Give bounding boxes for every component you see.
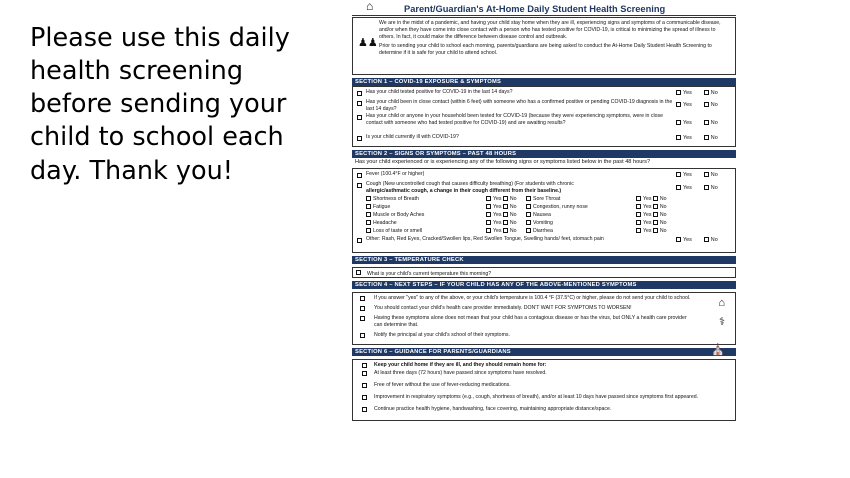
message-line: health screening (30, 56, 244, 87)
guidance-item: At least three days (72 hours) have passed since symptoms have resolved. (356, 370, 732, 377)
intro-text-2: Prior to sending your child to school each morning, parents/guardians are being asked to conduct the At-Home Daily Student Health Screening to determine if it is safe for your child to attend school. (379, 43, 712, 57)
question-row: Has your child been in close contact (within 6 feet) with someone who has a confirmed positive or pending COVID-19 diagnosis in the last 14 days? Yes No (356, 99, 732, 113)
yes-no: Yes No (676, 102, 730, 109)
yes-checkbox[interactable] (676, 102, 681, 107)
question-row: Has your child or anyone in your household been tested for COVID-19 (because they were experiencing symptoms, were in close contact with someone who had tested positive for COVID-19) and are awaiting results? Yes No (356, 113, 732, 134)
next-step-item: If you answer "yes" to any of the above, or your child's temperature is 100.4 °F (37.5°C) or higher, please do not send your child to school. (356, 295, 695, 302)
form-header (352, 0, 736, 16)
temperature-question: What is your child's current temperature this morning? (367, 270, 492, 277)
no-checkbox[interactable] (704, 135, 709, 140)
yes-no: Yes No (676, 135, 730, 142)
section-1 (352, 86, 736, 147)
no-checkbox[interactable] (704, 237, 709, 242)
yes-checkbox[interactable] (676, 120, 681, 125)
checkbox[interactable] (362, 371, 367, 376)
message-line: Please use this daily (30, 23, 290, 53)
checkbox[interactable] (366, 196, 371, 201)
section-6-header: SECTION 6 – GUIDANCE FOR PARENTS/GUARDIANS (352, 348, 736, 356)
yes-no: Yes No (676, 120, 730, 127)
symptom-row: Other: Rash, Red Eyes, Cracked/Swollen lips, Red Swollen Tongue, Swelling hands/ feet, stomach pain Yes No (356, 236, 732, 250)
no-checkbox[interactable] (653, 228, 658, 233)
no-checkbox[interactable] (503, 220, 508, 225)
section-4-header: SECTION 4 – NEXT STEPS – IF YOUR CHILD HAS ANY OF THE ABOVE-MENTIONED SYMPTOMS (352, 281, 736, 289)
checkbox[interactable] (356, 270, 361, 275)
section-2-header: SECTION 2 – SIGNS OR SYMPTOMS – PAST 48 HOURS (352, 150, 736, 158)
yes-checkbox[interactable] (636, 228, 641, 233)
screening-message (30, 22, 330, 188)
no-checkbox[interactable] (704, 185, 709, 190)
form-title: Parent/Guardian's At-Home Daily Student Health Screening (404, 4, 666, 14)
next-step-item: Notify the principal at your child's school of their symptoms. (356, 332, 695, 339)
school-icon: ⛪ (711, 343, 725, 356)
stethoscope-icon: ⚕ (719, 315, 725, 328)
no-checkbox[interactable] (653, 212, 658, 217)
guidance-item: Free of fever without the use of fever-reducing medications. (356, 382, 732, 389)
checkbox[interactable] (357, 101, 362, 106)
symptom-grid: Shortness of Breath Yes No Sore Throat Yes No Fatigue Yes No Congestion, runny nose Yes No Muscle or Body Aches Yes No Nausea Yes No Headache Yes No Vomiting Yes No Loss of taste or smell Yes No Diarrhea Yes No (356, 196, 732, 236)
yes-checkbox[interactable] (636, 196, 641, 201)
yes-checkbox[interactable] (486, 212, 491, 217)
home-icon: ⌂ (718, 296, 725, 309)
yes-checkbox[interactable] (676, 90, 681, 95)
no-checkbox[interactable] (653, 196, 658, 201)
no-checkbox[interactable] (503, 196, 508, 201)
checkbox[interactable] (526, 204, 531, 209)
question-row: Is your child currently ill with COVID-19? Yes No (356, 134, 732, 144)
no-checkbox[interactable] (653, 204, 658, 209)
checkbox[interactable] (360, 296, 365, 301)
checkbox[interactable] (357, 91, 362, 96)
no-checkbox[interactable] (704, 172, 709, 177)
checkbox[interactable] (366, 204, 371, 209)
checkbox[interactable] (357, 136, 362, 141)
guidance-item: Continue practice health hygiene, handwashing, face covering, maintaining appropriate distance/space. (356, 406, 732, 413)
yes-checkbox[interactable] (636, 220, 641, 225)
no-checkbox[interactable] (503, 204, 508, 209)
checkbox[interactable] (360, 333, 365, 338)
message-line: day. Thank you! (30, 155, 233, 186)
section-2-subtitle: Has your child experienced or is experiencing any of the following signs or symptoms listed below in the past 48 hours? (355, 159, 651, 165)
section-3 (352, 267, 736, 278)
checkbox[interactable] (357, 173, 362, 178)
yes-checkbox[interactable] (486, 204, 491, 209)
next-step-item: Having these symptoms alone does not mean that your child has a contagious disease or has the virus, but ONLY a health care provider can determine that. (356, 315, 695, 329)
yes-checkbox[interactable] (676, 135, 681, 140)
checkbox[interactable] (362, 395, 367, 400)
screening-form (352, 0, 736, 470)
checkbox[interactable] (526, 212, 531, 217)
yes-checkbox[interactable] (676, 237, 681, 242)
message-line: child to school each (30, 122, 284, 153)
yes-no: Yes No (676, 185, 730, 192)
checkbox[interactable] (360, 316, 365, 321)
no-checkbox[interactable] (704, 90, 709, 95)
yes-checkbox[interactable] (676, 172, 681, 177)
no-checkbox[interactable] (503, 212, 508, 217)
family-icon: ♟♟ (358, 37, 378, 49)
next-step-item: You should contact your child's health care provider immediately. DON'T WAIT FOR SYMPTOMS TO WORSEN! (356, 305, 695, 312)
checkbox[interactable] (526, 220, 531, 225)
section-1-header: SECTION 1 – COVID-19 EXPOSURE & SYMPTOMS (352, 78, 736, 86)
checkbox[interactable] (366, 228, 371, 233)
checkbox[interactable] (362, 383, 367, 388)
checkbox[interactable] (360, 306, 365, 311)
yes-no: Yes No (676, 237, 730, 244)
guidance-item: Improvement in respiratory symptoms (e.g., cough, shortness of breath), and/or at least 10 days have passed since symptoms first appeared. (356, 394, 732, 401)
yes-checkbox[interactable] (486, 220, 491, 225)
symptom-row: Fever (100.4°F or higher) Yes No (356, 171, 732, 181)
yes-checkbox[interactable] (486, 228, 491, 233)
no-checkbox[interactable] (503, 228, 508, 233)
question-row: Has your child tested positive for COVID-19 in the last 14 days? Yes No (356, 89, 732, 99)
checkbox[interactable] (526, 228, 531, 233)
yes-checkbox[interactable] (636, 204, 641, 209)
guidance-lead: Keep your child home if they are ill, and they should remain home for: (356, 362, 732, 369)
yes-checkbox[interactable] (636, 212, 641, 217)
message-line: before sending your (30, 89, 287, 120)
yes-no: Yes No (676, 90, 730, 97)
yes-no: Yes No (676, 172, 730, 179)
section-3-header: SECTION 3 – TEMPERATURE CHECK (352, 256, 736, 264)
intro-text: We are in the midst of a pandemic, and having your child stay home when they are ill, experiencing signs and symptoms of a communicable disease, and/or when they have come into close contact with a person who has tested positive for COVID-19, is critical to minimizing the spread of illness to others. In fact, it could make the difference between disease control and outbreak. (379, 20, 721, 41)
yes-checkbox[interactable] (486, 196, 491, 201)
checkbox[interactable] (362, 407, 367, 412)
section-2 (352, 168, 736, 253)
no-checkbox[interactable] (704, 102, 709, 107)
no-checkbox[interactable] (704, 120, 709, 125)
checkbox[interactable] (357, 115, 362, 120)
section-6 (352, 359, 736, 421)
checkbox[interactable] (357, 183, 362, 188)
intro-box (352, 17, 736, 75)
checkbox[interactable] (526, 196, 531, 201)
no-checkbox[interactable] (653, 220, 658, 225)
checkbox[interactable] (366, 212, 371, 217)
house-icon: ⌂ (366, 0, 374, 13)
yes-checkbox[interactable] (676, 185, 681, 190)
checkbox[interactable] (362, 363, 367, 368)
symptom-row: Cough (New uncontrolled cough that causes difficulty breathing) (For students with chronic allergic/asthmatic cough, a change in their cough different from their baseline.) Yes No (356, 181, 732, 196)
checkbox[interactable] (357, 238, 362, 243)
checkbox[interactable] (366, 220, 371, 225)
